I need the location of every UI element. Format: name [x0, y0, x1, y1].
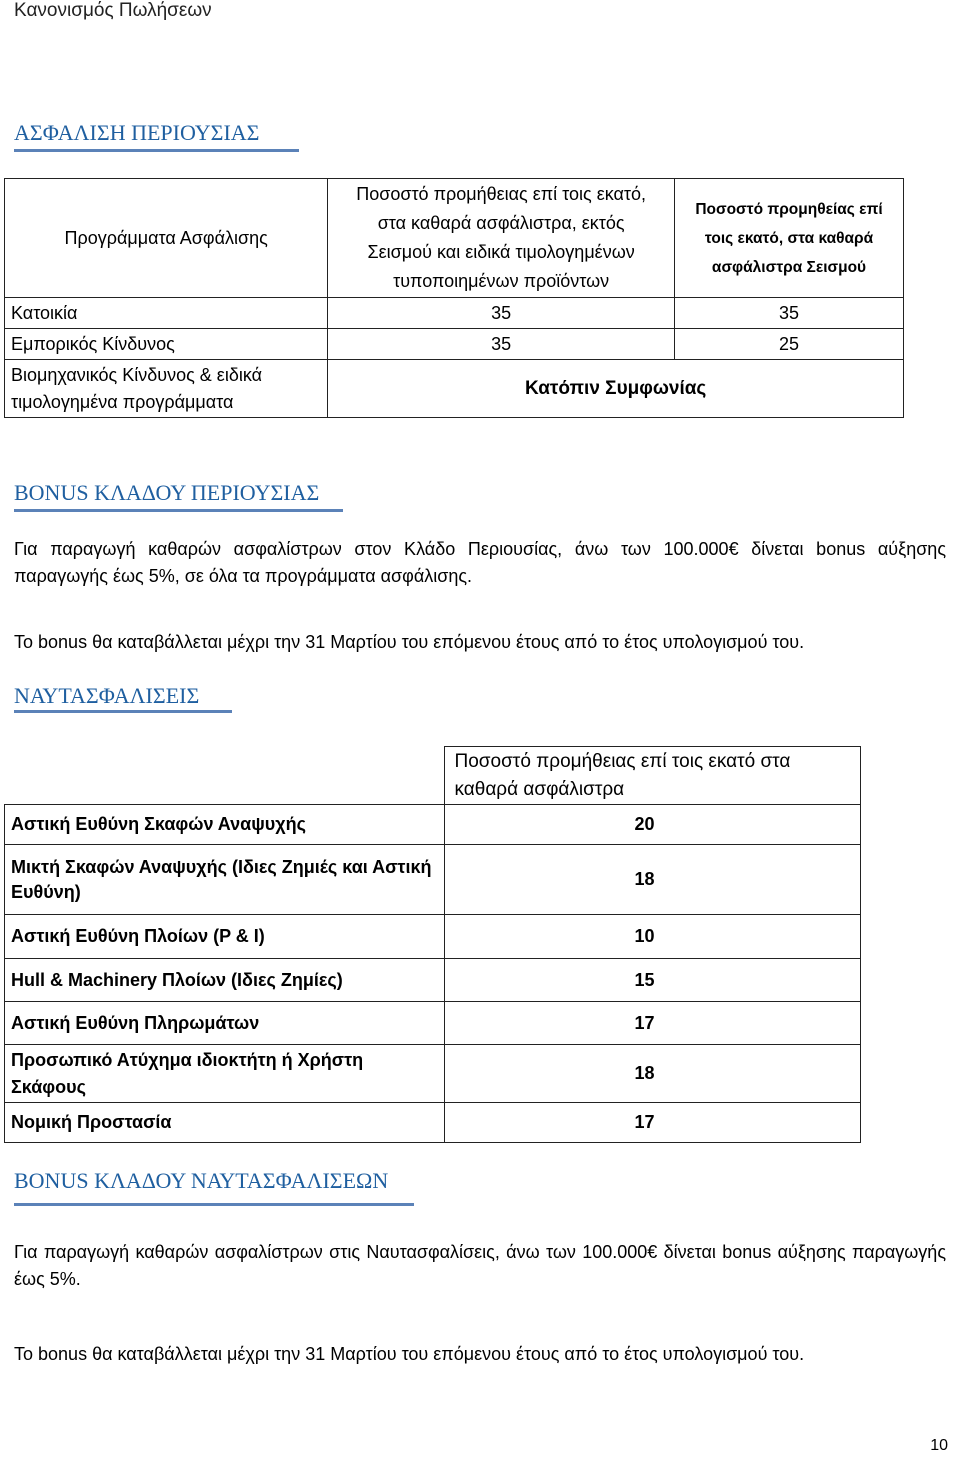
- table-row: [5, 845, 861, 915]
- section-heading-bonus-marine: BONUS ΚΛΑΔΟΥ ΝΑΥΤΑΣΦΑΛΙΣΕΩΝ: [14, 1168, 389, 1193]
- paragraph: Για παραγωγή καθαρών ασφαλίστρων στις Ναυτασφαλίσεις, άνω των 100.000€ δίνεται bonus αύξησης παραγωγής έως 5%.: [14, 1242, 946, 1289]
- row-value: Κατόπιν Συμφωνίας: [328, 360, 904, 418]
- row-name: Αστική Ευθύνη Πλοίων (P & I): [5, 915, 445, 959]
- row-value: 10: [444, 915, 861, 959]
- table-header-earthquake: Ποσοστό προμηθείας επί τοις εκατό, στα καθαρά ασφάλιστρα Σεισμού: [675, 179, 904, 298]
- row-name: Βιομηχανικός Κίνδυνος & ειδικά τιμολογημένα προγράμματα: [5, 360, 328, 418]
- table-row: [5, 1103, 861, 1143]
- table-header-commission: Ποσοστό προμήθειας επί τοις εκατό, στα καθαρά ασφάλιστρα, εκτός Σεισμού και ειδικά τιμολογημένων τυποποιημένων προϊόντων: [328, 179, 675, 298]
- row-value: 35: [675, 298, 904, 329]
- paragraph: Για παραγωγή καθαρών ασφαλίστρων στον Κλάδο Περιουσίας, άνω των 100.000€ δίνεται bonus αύξησης παραγωγής έως 5%, σε όλα τα προγράμματα ασφάλισης.: [14, 539, 946, 586]
- table-row: [5, 1002, 861, 1045]
- row-name: Κατοικία: [5, 298, 328, 329]
- section-heading-bonus-property: BONUS ΚΛΑΔΟΥ ΠΕΡΙΟΥΣΙΑΣ: [14, 480, 320, 505]
- row-value: 35: [328, 298, 675, 329]
- paragraph: Το bonus θα καταβάλλεται μέχρι την 31 Μαρτίου του επόμενου έτους από το έτος υπολογισμού του.: [14, 1344, 805, 1364]
- row-value: 35: [328, 329, 675, 360]
- property-commission-table: [4, 178, 904, 418]
- table-row: [5, 329, 904, 360]
- row-name: Μικτή Σκαφών Αναψυχής (Ιδιες Ζημιές και Αστική Ευθύνη): [5, 845, 445, 915]
- row-value: 20: [444, 805, 861, 845]
- table-row: [5, 915, 861, 959]
- table-row: [5, 1045, 861, 1103]
- row-name: Αστική Ευθύνη Πληρωμάτων: [5, 1002, 445, 1045]
- table-header-commission: Ποσοστό προμήθειας επί τοις εκατό στα καθαρά ασφάλιστρα: [444, 747, 861, 805]
- page-header: Κανονισμός Πωλήσεων: [14, 0, 212, 21]
- row-value: 17: [444, 1002, 861, 1045]
- table-row: [5, 805, 861, 845]
- row-name: Εμπορικός Κίνδυνος: [5, 329, 328, 360]
- row-value: 18: [444, 845, 861, 915]
- row-name: Νομική Προστασία: [5, 1103, 445, 1143]
- row-value: 18: [444, 1045, 861, 1103]
- page-number: 10: [930, 1437, 948, 1454]
- row-name: Αστική Ευθύνη Σκαφών Αναψυχής: [5, 805, 445, 845]
- row-value: 17: [444, 1103, 861, 1143]
- heading-underline: [14, 509, 343, 512]
- row-name: Hull & Machinery Πλοίων (Ιδιες Ζημίες): [5, 959, 445, 1002]
- paragraph: Το bonus θα καταβάλλεται μέχρι την 31 Μαρτίου του επόμενου έτους από το έτος υπολογισμού του.: [14, 632, 805, 652]
- table-row: [5, 298, 904, 329]
- heading-underline: [14, 1203, 414, 1206]
- row-value: 25: [675, 329, 904, 360]
- heading-underline: [14, 710, 232, 713]
- section-heading-property: ΑΣΦΑΛΙΣΗ ΠΕΡΙΟΥΣΙΑΣ: [14, 120, 260, 145]
- marine-commission-table: [4, 746, 861, 1143]
- section-heading-marine: ΝΑΥΤΑΣΦΑΛΙΣΕΙΣ: [14, 683, 200, 708]
- table-row: [5, 959, 861, 1002]
- table-row: [5, 360, 904, 418]
- row-value: 15: [444, 959, 861, 1002]
- heading-underline: [14, 149, 299, 152]
- table-header-programs: Προγράμματα Ασφάλισης: [5, 179, 328, 298]
- row-name: Προσωπικό Ατύχημα ιδιοκτήτη ή Χρήστη Σκάφους: [5, 1045, 445, 1103]
